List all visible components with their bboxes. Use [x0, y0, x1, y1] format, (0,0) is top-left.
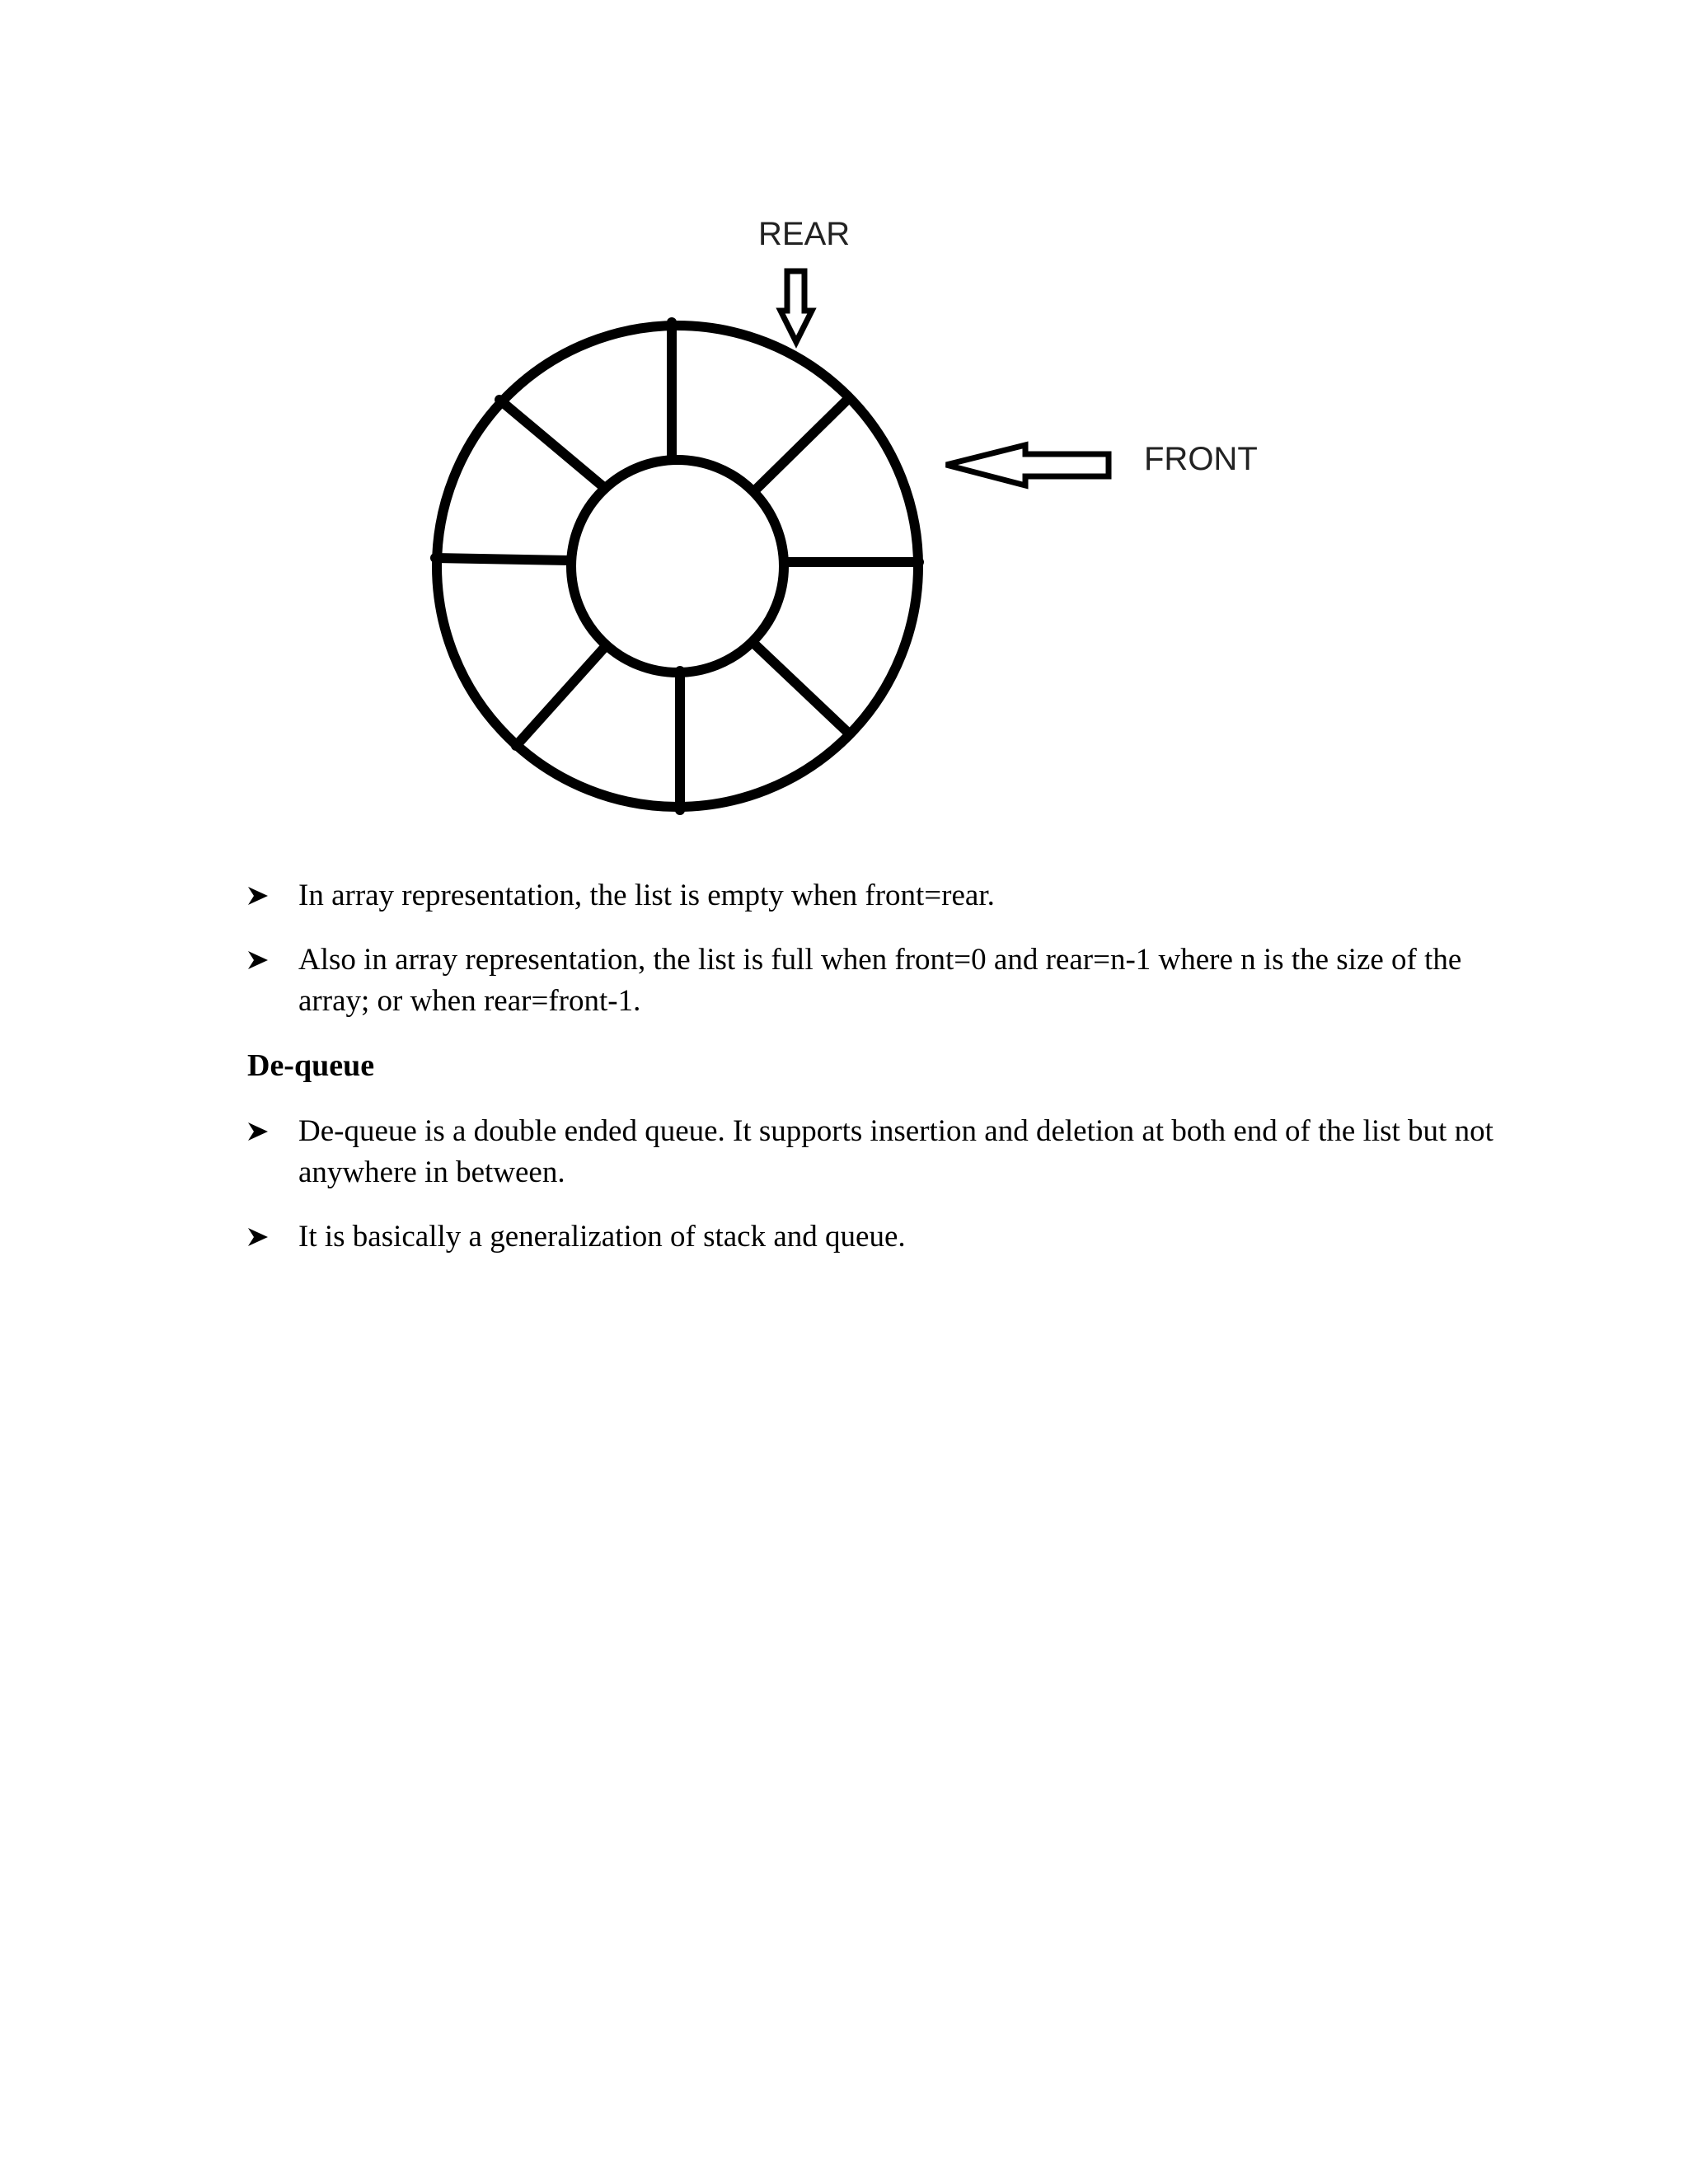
- bullet-text: In array representation, the list is empty when front=rear.: [298, 879, 995, 912]
- circular-queue-figure: [0, 0, 1688, 832]
- divider-bottom-right: [756, 645, 849, 733]
- rear-arrow: [781, 271, 812, 342]
- circular-queue-diagram: [0, 0, 1688, 832]
- arrowhead-bullet-icon: [247, 885, 269, 907]
- bullet-item-dequeue-generalization: [247, 1216, 1500, 1258]
- rear-label: REAR: [758, 216, 851, 252]
- bullet-text: It is basically a generalization of stack and queue.: [298, 1220, 906, 1254]
- section-heading: De-queue: [247, 1048, 375, 1083]
- bullet-item-full-condition: [247, 940, 1500, 1022]
- divider-bottom-left: [516, 648, 604, 746]
- arrowhead-bullet-icon: [247, 1226, 269, 1248]
- divider-top-left: [499, 400, 602, 485]
- divider-left: [435, 558, 570, 560]
- document-body: [247, 875, 1500, 1281]
- bullet-text: Also in array representation, the list is full when front=0 and rear=n-1 where n is the size of the array; or when rear=front-1.: [298, 943, 1462, 1018]
- bullet-text: De-queue is a double ended queue. It supports insertion and deletion at both end of the list but not anywhere in between.: [298, 1114, 1493, 1189]
- bullet-item-dequeue-definition: [247, 1111, 1500, 1193]
- front-label: FRONT: [1144, 441, 1258, 477]
- divider-top-right: [756, 398, 849, 490]
- front-arrow: [946, 445, 1109, 485]
- bullet-item-empty-condition: [247, 875, 1500, 916]
- arrowhead-bullet-icon: [247, 949, 269, 971]
- arrowhead-bullet-icon: [247, 1121, 269, 1142]
